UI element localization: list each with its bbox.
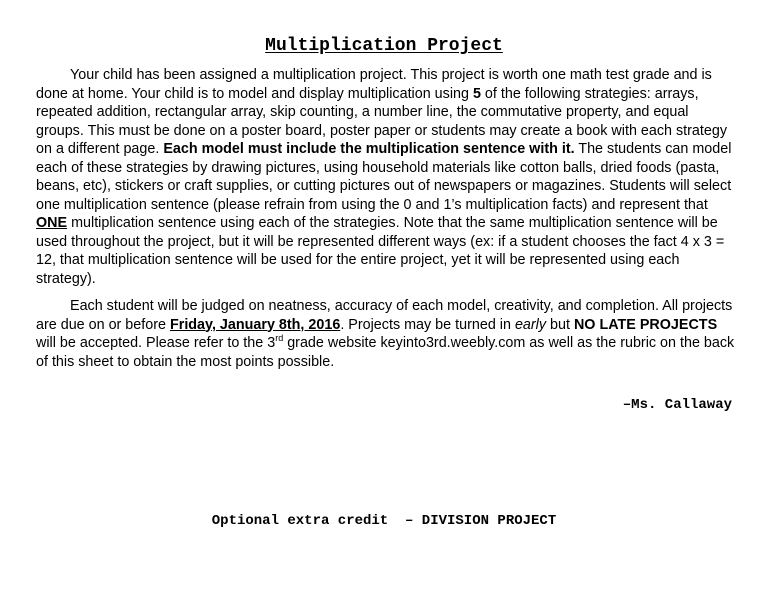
signature: –Ms. Callaway <box>622 397 732 413</box>
page-title <box>0 35 768 57</box>
paragraph-grading <box>36 297 736 371</box>
body-text <box>36 66 736 371</box>
emphasis-one: ONE <box>36 215 68 231</box>
early-emphasis: early <box>514 316 547 333</box>
paragraph2-part2: . Projects may be turned in <box>340 316 515 333</box>
paragraph2-part3: but <box>546 316 574 333</box>
strategy-count: 5 <box>472 85 481 102</box>
paragraph1-part1: Your child has been assigned a multiplication project. This project is worth one math test grade and is done at home. Your child is to model and display multiplication using <box>36 67 712 102</box>
due-date: Friday, January 8th, 2016 <box>169 316 341 333</box>
paragraph-assignment <box>36 66 736 288</box>
no-late-projects: NO LATE PROJECTS <box>573 316 718 333</box>
paragraph2-part1: Each student will be judged on neatness, accuracy of each model, creativity, and completion. All projects are due on or before <box>36 298 733 333</box>
paragraph1-part2: of the following strategies: arrays, repeated addition, rectangular array, skip counting, a number line, the commutative property, and equal groups. This must be done on a poster board, poster paper or students may create a book with each strategy on a different page. <box>36 85 728 157</box>
paragraph1-part4: multiplication sentence using each of the strategies. Note that the same multiplication sentence will be used throughout the project, but it will be represented different ways (ex: if a student chooses the fact 4 x 3 = 12, that multiplication sentence will be used for the entire project, yet it will be represented using each strategy). <box>36 215 725 287</box>
ordinal-superscript: rd <box>275 333 284 343</box>
model-requirement: Each model must include the multiplication sentence with it. <box>163 141 575 157</box>
paragraph1-part3: The students can model each of these strategies by drawing pictures, using household materials like cotton balls, dried foods (pasta, beans, etc), stickers or craft supplies, or cutting pictures out of newspapers or magazines. Students will select one multiplication sentence (please refrain from using the 0 and 1’s multiplication facts) and represent that <box>36 141 732 213</box>
title-text: Multiplication Project <box>265 36 503 56</box>
extra-credit-heading: Optional extra credit – DIVISION PROJECT <box>211 513 557 529</box>
paragraph2-part4: will be accepted. Please refer to the 3 <box>36 335 276 351</box>
paragraph2-part5: grade website keyinto3rd.weebly.com as well as the rubric on the back of this sheet to obtain the most points possible. <box>36 335 735 370</box>
